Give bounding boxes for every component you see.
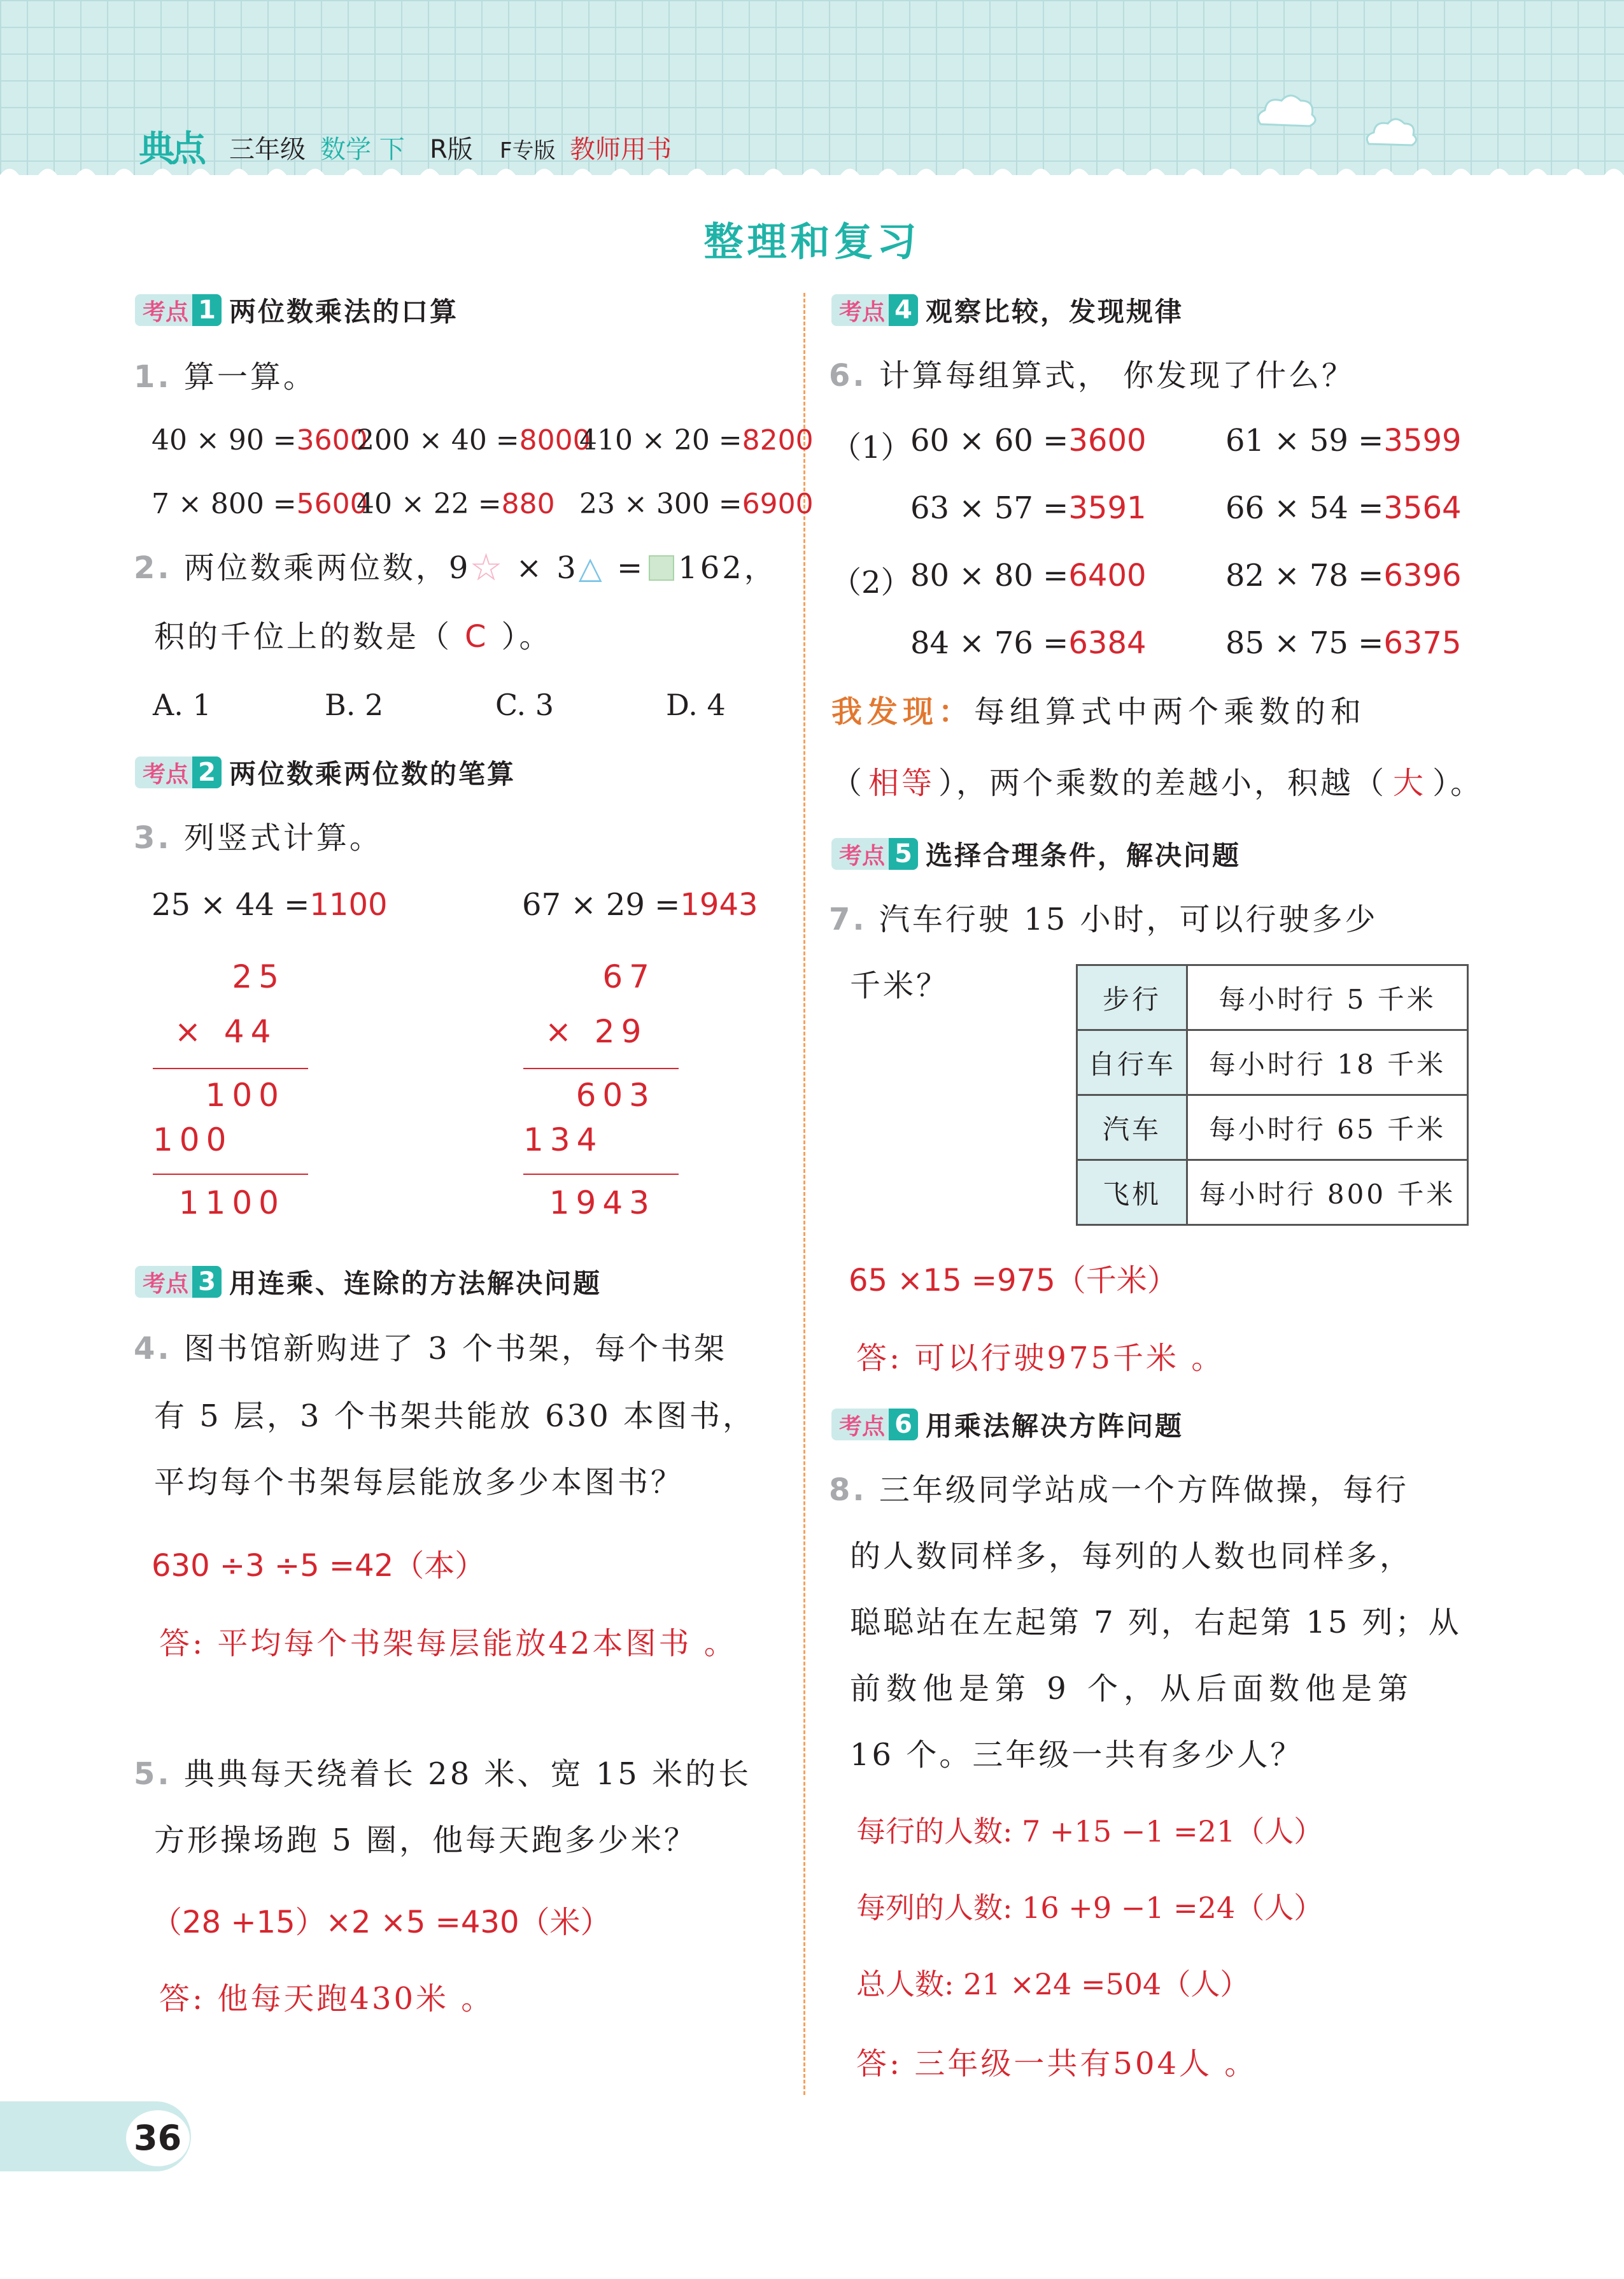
solution: 总人数: 21 ×24 =504（人） (856, 1967, 1250, 2001)
calc-item: 66 × 54 =3564 (1225, 490, 1462, 526)
question-2-line2: 积的千位上的数是（ C ）。 (154, 619, 553, 655)
kaodian-badge: 考点 5 (831, 838, 918, 870)
calc-item: 7 × 800 =5600 (152, 488, 368, 520)
calc-item: 60 × 60 =3600 (910, 423, 1147, 458)
kaodian-5 (831, 835, 1241, 872)
calc-item: 67 × 29 =1943 (522, 887, 758, 923)
table-row (1077, 965, 1468, 1030)
question-8-line: 16 个。三年级一共有多少人？ (850, 1737, 1304, 1773)
answer: C (465, 619, 489, 655)
logo: 典点 (139, 129, 202, 170)
finding-line1: 我发现：每组算式中两个乘数的和 (831, 694, 1367, 730)
option-a: A. 1 (153, 688, 211, 722)
kaodian-title: 选择合理条件，解决问题 (926, 840, 1241, 871)
question-7: 7. 汽车行驶 15 小时，可以行驶多少 (829, 902, 1378, 937)
finding-label: 我发现： (831, 694, 975, 730)
question-8: 8. 三年级同学站成一个方阵做操，每行 (829, 1472, 1409, 1508)
kaodian-badge: 考点 3 (135, 1266, 222, 1298)
page-number: 36 (134, 2118, 182, 2158)
question-4-line: 平均每个书架每层能放多少本图书？ (154, 1465, 684, 1500)
speed-table (1076, 964, 1469, 1226)
group-label: （2） (831, 565, 912, 600)
option-c: C. 3 (495, 688, 554, 722)
header-edition: R版 (430, 135, 473, 164)
calc-item: 40 × 90 =3600 (152, 424, 368, 457)
table-row (1077, 1160, 1468, 1225)
calc-item: 23 × 300 =6900 (579, 488, 814, 520)
kaodian-badge: 考点 4 (831, 294, 918, 326)
kaodian-6 (831, 1406, 1183, 1443)
table-row (1077, 1030, 1468, 1095)
cloud-icon (1251, 89, 1321, 134)
kaodian-title: 观察比较，发现规律 (926, 296, 1184, 327)
mode-cell: 自行车 (1077, 1030, 1187, 1095)
kaodian-1 (135, 292, 458, 329)
star-icon: ☆ (470, 550, 504, 586)
calc-item: 25 × 44 =1100 (152, 887, 388, 923)
speed-cell: 每小时行 18 千米 (1187, 1030, 1468, 1095)
question-8-line: 前数他是第 9 个，从后面数他是第 (850, 1671, 1415, 1707)
speed-cell: 每小时行 5 千米 (1187, 965, 1468, 1030)
column-divider (803, 293, 805, 2095)
header-grade: 三年级 (229, 135, 306, 164)
square-icon (649, 555, 674, 581)
mode-cell: 飞机 (1077, 1160, 1187, 1225)
header-book-type: 教师用书 (570, 135, 672, 164)
mode-cell: 汽车 (1077, 1095, 1187, 1160)
speed-cell: 每小时行 65 千米 (1187, 1095, 1468, 1160)
cloud-icon-small (1362, 113, 1420, 152)
header-subject: 数学 下 (320, 135, 405, 164)
kaodian-title: 两位数乘法的口算 (229, 296, 459, 327)
calc-item: 84 × 76 =6384 (910, 625, 1147, 661)
question-3: 3. 列竖式计算。 (134, 820, 383, 856)
calc-item: 82 × 78 =6396 (1225, 558, 1462, 593)
answer: 相等 (868, 765, 935, 801)
calc-item: 85 × 75 =6375 (1225, 625, 1462, 661)
group-label: （1） (831, 430, 912, 465)
kaodian-badge: 考点 1 (135, 294, 222, 326)
solution: 每列的人数: 16 +9 −1 =24（人） (856, 1891, 1324, 1925)
question-5-line: 方形操场跑 5 圈，他每天跑多少米？ (154, 1822, 698, 1858)
kaodian-badge: 考点 6 (831, 1409, 918, 1440)
kaodian-2 (135, 754, 516, 791)
solution: 630 ÷3 ÷5 =42（本） (152, 1548, 486, 1584)
question-8-line: 聪聪站在左起第 7 列，右起第 15 列；从 (850, 1605, 1462, 1640)
answer: 答: 可以行驶975千米 。 (856, 1340, 1225, 1376)
vertical-calc-right: 67 × 29 603 134 1943 (523, 958, 679, 1231)
finding-line2: （ 相等 ），两个乘数的差越小，积越（ 大 ）。 (831, 765, 1484, 801)
page-title: 整理和复习 (703, 218, 921, 265)
table-row (1077, 1095, 1468, 1160)
question-1: 1. 算一算。 (134, 359, 316, 395)
calc-item: 63 × 57 =3591 (910, 490, 1147, 526)
question-7-line: 千米？ (850, 968, 950, 1004)
kaodian-title: 用连乘、连除的方法解决问题 (229, 1268, 602, 1299)
question-5: 5. 典典每天绕着长 28 米、宽 15 米的长 (134, 1756, 752, 1792)
kaodian-3 (135, 1263, 602, 1300)
question-4: 4. 图书馆新购进了 3 个书架，每个书架 (134, 1331, 727, 1367)
option-b: B. 2 (325, 688, 384, 722)
mode-cell: 步行 (1077, 965, 1187, 1030)
vertical-calc-left: 25 × 44 100 100 1100 (153, 958, 308, 1231)
solution: 每行的人数: 7 +15 −1 =21（人） (856, 1814, 1324, 1849)
speed-cell: 每小时行 800 千米 (1187, 1160, 1468, 1225)
solution: 65 ×15 =975（千米） (849, 1263, 1178, 1298)
question-8-line: 的人数同样多，每列的人数也同样多， (850, 1538, 1413, 1574)
calc-item: 61 × 59 =3599 (1225, 423, 1462, 458)
option-d: D. 4 (666, 688, 726, 722)
question-text: 算一算。 (183, 359, 316, 395)
calc-item: 200 × 40 =8000 (357, 424, 591, 457)
kaodian-badge: 考点 2 (135, 756, 222, 788)
calc-item: 40 × 22 =880 (357, 488, 555, 520)
question-6: 6. 计算每组算式， 你发现了什么？ (829, 358, 1355, 394)
question-4-line: 有 5 层，3 个书架共能放 630 本图书， (154, 1398, 756, 1434)
kaodian-title: 两位数乘两位数的笔算 (229, 758, 516, 790)
header-series: F专版 (500, 138, 556, 164)
answer: 答: 平均每个书架每层能放42本图书 。 (159, 1626, 737, 1661)
question-2: 2. 两位数乘两位数，9☆ × 3△ = 162， (134, 550, 777, 586)
answer: 答: 他每天跑430米 。 (159, 1981, 495, 2017)
wave-edge (0, 162, 1624, 188)
question-text: 列竖式计算。 (183, 820, 383, 856)
kaodian-title: 用乘法解决方阵问题 (926, 1410, 1184, 1442)
triangle-icon: △ (578, 550, 605, 586)
kaodian-4 (831, 292, 1183, 329)
answer: 答: 三年级一共有504人 。 (856, 2046, 1258, 2082)
answer: 大 (1393, 765, 1427, 801)
calc-item: 80 × 80 =6400 (910, 558, 1147, 593)
calc-item: 410 × 20 =8200 (579, 424, 814, 457)
solution: （28 +15）×2 ×5 =430（米） (152, 1905, 611, 1940)
